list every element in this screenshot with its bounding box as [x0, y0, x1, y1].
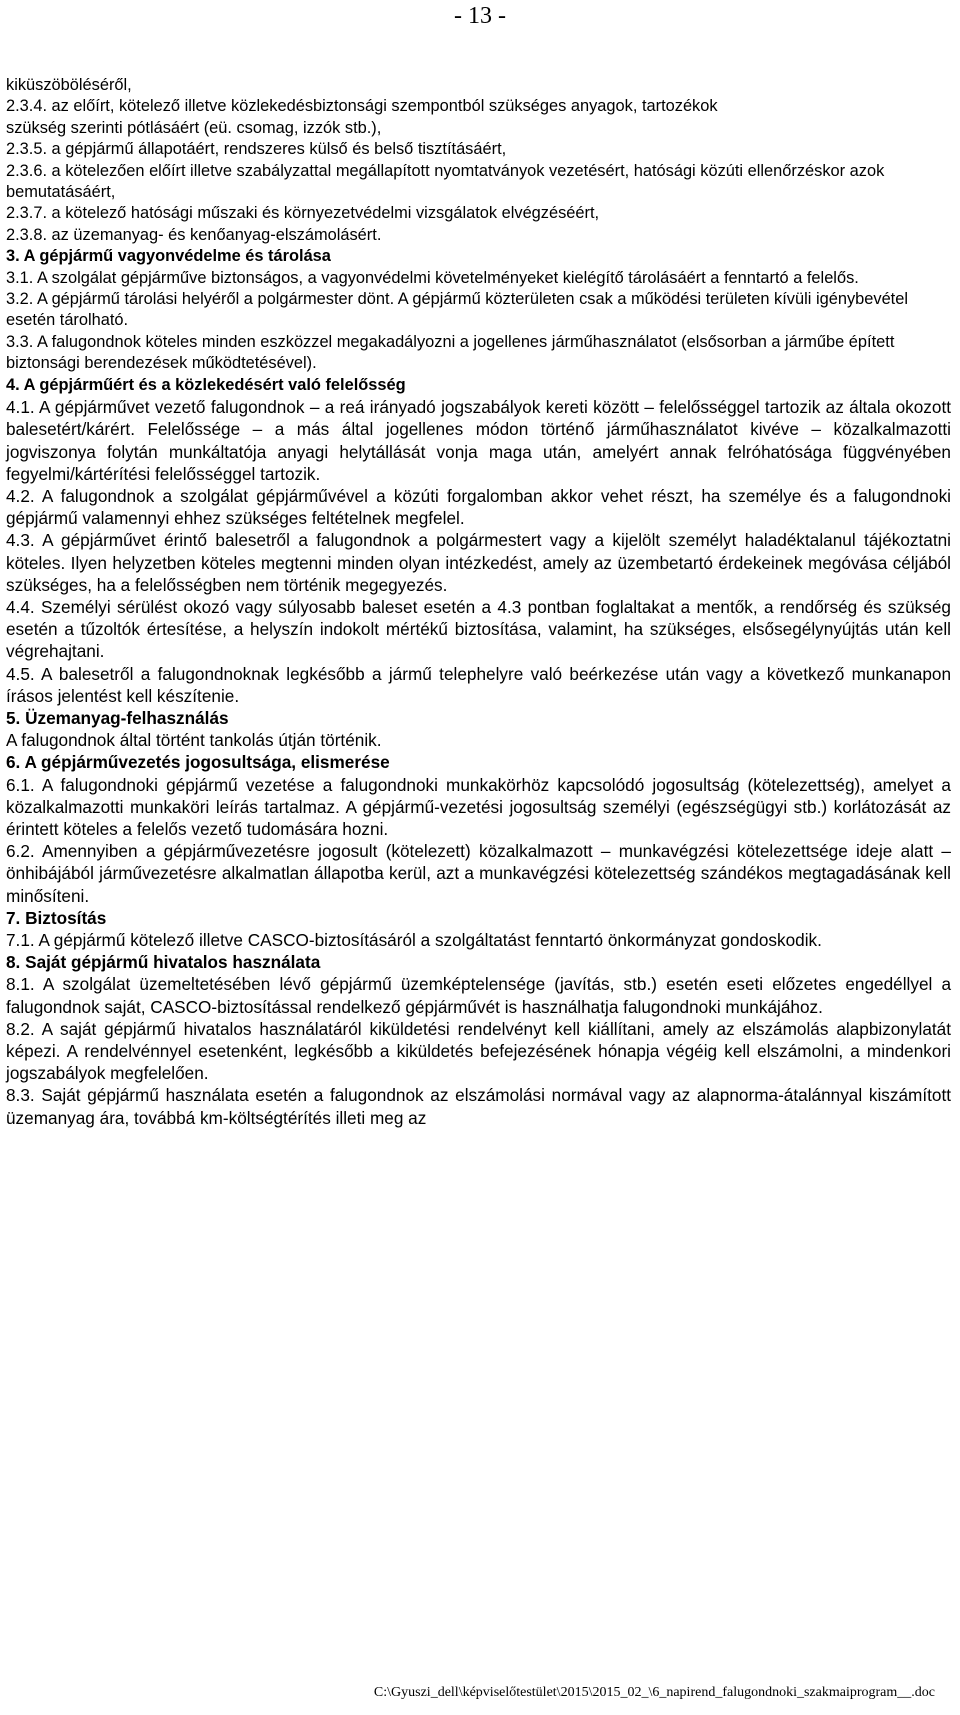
paragraph: 2.3.6. a kötelezően előírt illetve szabályzattal megállapított nyomtatványok vezetésért, hatósági közúti ellenőrzéskor azok bemutatásáért, [6, 161, 885, 202]
paragraph: 3.3. A falugondnok köteles minden eszközzel megakadályozni a jogellenes járműhasználatot (elsősorban a járműbe épített biztonsági berendezések működtetésével). [6, 332, 895, 373]
paragraph: 4.4. Személyi sérülést okozó vagy súlyosabb baleset esetén a 4.3 pontban foglaltakat a mentők, a rendőrség és szükség esetén a tűzoltók értesítése, a helyszín indokolt mértékű biztosítása, valamint, ha szükséges, elsősegélynyújtás után kell végrehajtani. [6, 596, 951, 662]
paragraph: 2.3.8. az üzemanyag- és kenőanyag-elszámolásért. [6, 225, 382, 244]
paragraph: 4.1. A gépjárművet vezető falugondnok – a reá irányadó jogszabályok kereti között – felelősséggel tartozik az általa okozott balesetért/kárért. Felelőssége – a más által jogellenes módon történő járműhasználatot kivéve – közalkalmazotti jogviszonya folytán munkáltatója anyagi helytállását vonja maga után, amelyért annak felróhatósága függvényében fegyelmi/kártérítési felelősséggel tartozik. [6, 397, 951, 484]
section-heading: 6. A gépjárművezetés jogosultsága, elismerése [6, 752, 390, 773]
paragraph: szükség szerinti pótlásáért (eü. csomag, izzók stb.), [6, 118, 382, 137]
paragraph: 4.3. A gépjárművet érintő balesetről a falugondnok a polgármestert vagy a kijelölt személyt haladéktalanul tájékoztatni köteles. Ilyen helyzetben köteles megtenni minden olyan intézkedést, amely az üzembetartó érdekeinek megóvása céljából szükséges, ha a felelősségben nem történik megegyezés. [6, 530, 951, 595]
paragraph: 8.3. Saját gépjármű használata esetén a falugondnok az elszámolási normával vagy az alapnorma-átalánnyal kiszámított üzemanyag ára, továbbá km-költségtérítés illeti meg az [6, 1085, 951, 1128]
section-heading: 5. Üzemanyag-felhasználás [6, 707, 229, 728]
section-heading: 8. Saját gépjármű hivatalos használata [6, 952, 321, 973]
footer-file-path: C:\Gyuszi_dell\képviselőtestület\2015\2015_02_\6_napirend_falugondnoki_szakmaiprogram__.doc [373, 1685, 935, 1700]
paragraph: 4.2. A falugondnok a szolgálat gépjárművével a közúti forgalomban akkor vehet részt, ha személye és a falugondnoki gépjármű valamennyi ehhez szükséges feltételnek megfelel. [6, 485, 951, 529]
page-number: - 13 - [454, 3, 506, 29]
document-body [6, 75, 951, 1129]
section-heading: 4. A gépjárműért és a közlekedésért való felelősség [6, 375, 406, 394]
paragraph: 3.2. A gépjármű tárolási helyéről a polgármester dönt. A gépjármű közterületen csak a működési területen kívüli igénybevétel esetén tárolható. [6, 290, 908, 330]
paragraph: 6.1. A falugondnoki gépjármű vezetése a falugondnoki munkakörhöz kapcsolódó jogosultság (kötelezettség), amelyet a közalkalmazotti munkaköri leírás tartalmaz. A gépjármű-vezetési jogosultság személyi (egészségügyi stb.) korlátozását az érintett köteles a felelős vezető tudomására hozni. [6, 774, 951, 839]
paragraph: 7.1. A gépjármű kötelező illetve CASCO-biztosításáról a szolgáltatást fenntartó önkormányzat gondoskodik. [6, 929, 822, 950]
paragraph: 6.2. Amennyiben a gépjárművezetésre jogosult (kötelezett) közalkalmazott – munkavégzési kötelezettsége ideje alatt – önhibájából járművezetésre alkalmatlan állapotba kerül, azt a munkavégzési kötelezettség szándékos megtagadásának kell minősíteni. [6, 841, 951, 906]
paragraph: 2.3.7. a kötelező hatósági műszaki és környezetvédelmi vizsgálatok elvégzéséért, [6, 204, 600, 223]
paragraph: 2.3.4. az előírt, kötelező illetve közlekedésbiztonsági szempontból szükséges anyagok, tartozékok [6, 97, 718, 116]
section-heading: 3. A gépjármű vagyonvédelme és tárolása [6, 247, 331, 266]
paragraph: 2.3.5. a gépjármű állapotáért, rendszeres külső és belső tisztításáért, [6, 140, 507, 159]
paragraph: 3.1. A szolgálat gépjárműve biztonságos, a vagyonvédelmi követelményeket kielégítő tárolásáért a fenntartó a felelős. [6, 268, 859, 287]
paragraph: 8.1. A szolgálat üzemeltetésében lévő gépjármű üzemképtelensége (javítás, stb.) esetén eseti előzetes engedéllyel a falugondnok saját, CASCO-biztosítással rendelkező gépjárművét is használhatja falugondnoki munkájához. [6, 974, 951, 1017]
paragraph: 4.5. A balesetről a falugondnoknak legkésőbb a jármű telephelyre való beérkezése után vagy a következő munkanapon írásos jelentést kell készítenie. [6, 663, 951, 706]
section-heading: 7. Biztosítás [6, 907, 107, 928]
paragraph: 8.2. A saját gépjármű hivatalos használatáról kiküldetési rendelvényt kell kiállítani, amely az elszámolás alapbizonylatát képezi. A rendelvénnyel esetenként, legkésőbb a kiküldetés befejezésének hónapja végéig kell elszámolni, a mindenkori jogszabályok megfelelően. [6, 1018, 951, 1084]
paragraph: A falugondnok által történt tankolás útján történik. [6, 730, 382, 751]
paragraph: kiküszöböléséről, [6, 76, 132, 94]
